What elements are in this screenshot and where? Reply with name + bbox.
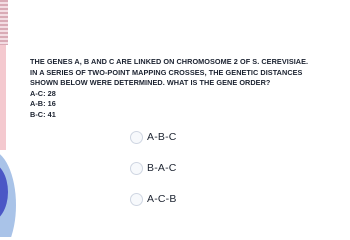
answer-options: [130, 127, 177, 220]
radio-button[interactable]: [130, 162, 143, 175]
decorative-pink-bar: [0, 45, 6, 150]
question-line: IN A SERIES OF TWO-POINT MAPPING CROSSES, THE GENETIC DISTANCES: [30, 67, 303, 77]
radio-button[interactable]: [130, 193, 143, 206]
question-line: THE GENES A, B AND C ARE LINKED ON CHROMOSOME 2 OF S. CEREVISIAE.: [30, 57, 309, 66]
question-text: [30, 57, 348, 121]
decorative-stripes: [0, 0, 8, 45]
answer-option-a-b-c[interactable]: [130, 127, 177, 147]
answer-option-a-c-b[interactable]: [130, 189, 177, 209]
distance-ab: A-B: 16: [30, 99, 56, 109]
distance-bc: B-C: 41: [30, 109, 56, 119]
answer-option-b-a-c[interactable]: [130, 158, 177, 178]
question-line: SHOWN BELOW WERE DETERMINED. WHAT IS THE GENE ORDER?: [30, 78, 271, 88]
answer-option-label: B-A-C: [147, 162, 177, 174]
radio-button[interactable]: [130, 131, 143, 144]
distance-ac: A-C: 28: [30, 88, 56, 98]
answer-option-label: A-B-C: [147, 131, 177, 143]
answer-option-label: A-C-B: [147, 193, 177, 205]
